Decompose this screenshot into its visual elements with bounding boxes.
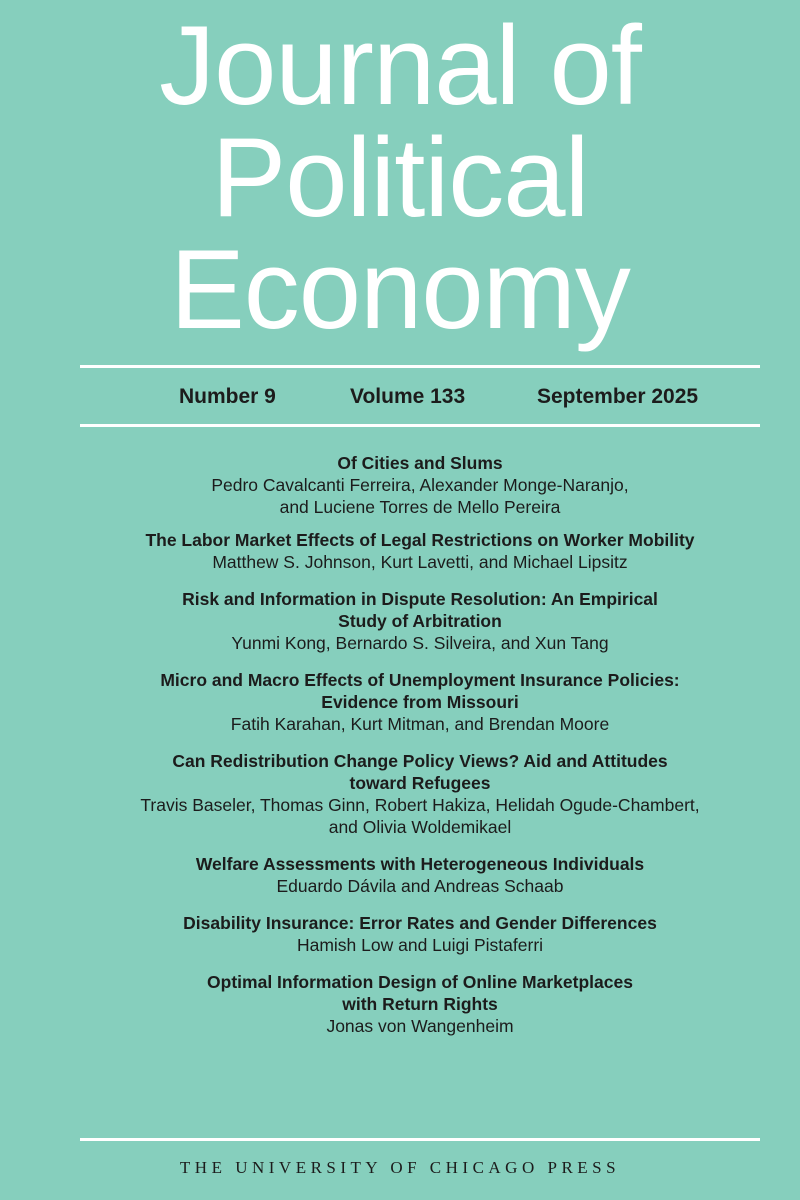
article-entry xyxy=(60,669,780,735)
journal-title-line-1: Journal of xyxy=(159,3,641,128)
issue-volume: Volume 133 xyxy=(350,385,466,408)
article-title: Risk and Information in Dispute Resolution: An Empirical Study of Arbitration xyxy=(182,589,658,631)
journal-title xyxy=(0,3,800,352)
article-entry xyxy=(60,588,780,654)
article-title: Of Cities and Slums xyxy=(337,453,503,473)
issue-info xyxy=(0,383,800,411)
article-authors: Pedro Cavalcanti Ferreira, Alexander Monge-Naranjo, and Luciene Torres de Mello Pereira xyxy=(211,475,629,517)
article-authors: Yunmi Kong, Bernardo S. Silveira, and Xun Tang xyxy=(231,633,609,653)
journal-title-line-2: Political xyxy=(211,115,589,240)
article-authors: Hamish Low and Luigi Pistaferri xyxy=(296,935,544,955)
article-title: Optimal Information Design of Online Marketplaces with Return Rights xyxy=(207,972,633,1014)
table-of-contents xyxy=(60,452,780,1037)
article-entry xyxy=(60,750,780,838)
article-entry xyxy=(60,452,780,518)
article-title: Can Redistribution Change Policy Views? Aid and Attitudes toward Refugees xyxy=(172,751,668,793)
article-entry xyxy=(60,912,780,956)
journal-title-line-3: Economy xyxy=(170,227,630,352)
article-authors: Fatih Karahan, Kurt Mitman, and Brendan Moore xyxy=(230,714,610,734)
article-title: Micro and Macro Effects of Unemployment Insurance Policies: Evidence from Missouri xyxy=(160,670,680,712)
bottom-divider xyxy=(80,1138,760,1141)
top-divider xyxy=(80,365,760,368)
publisher-name: THE UNIVERSITY OF CHICAGO PRESS xyxy=(179,1158,621,1177)
article-authors: Travis Baseler, Thomas Ginn, Robert Hakiza, Helidah Ogude-Chambert, and Olivia Woldemikael xyxy=(140,795,700,837)
article-title: Welfare Assessments with Heterogeneous Individuals xyxy=(195,854,645,874)
article-authors: Jonas von Wangenheim xyxy=(326,1016,514,1036)
article-entry xyxy=(60,529,780,573)
article-title: Disability Insurance: Error Rates and Gender Differences xyxy=(183,913,657,933)
issue-date: September 2025 xyxy=(537,385,699,408)
middle-divider xyxy=(80,424,760,427)
issue-number: Number 9 xyxy=(179,385,276,408)
article-entry xyxy=(60,853,780,897)
article-authors: Matthew S. Johnson, Kurt Lavetti, and Michael Lipsitz xyxy=(212,552,628,572)
article-entry xyxy=(60,971,780,1037)
article-authors: Eduardo Dávila and Andreas Schaab xyxy=(276,876,564,896)
article-title: The Labor Market Effects of Legal Restrictions on Worker Mobility xyxy=(145,530,695,550)
